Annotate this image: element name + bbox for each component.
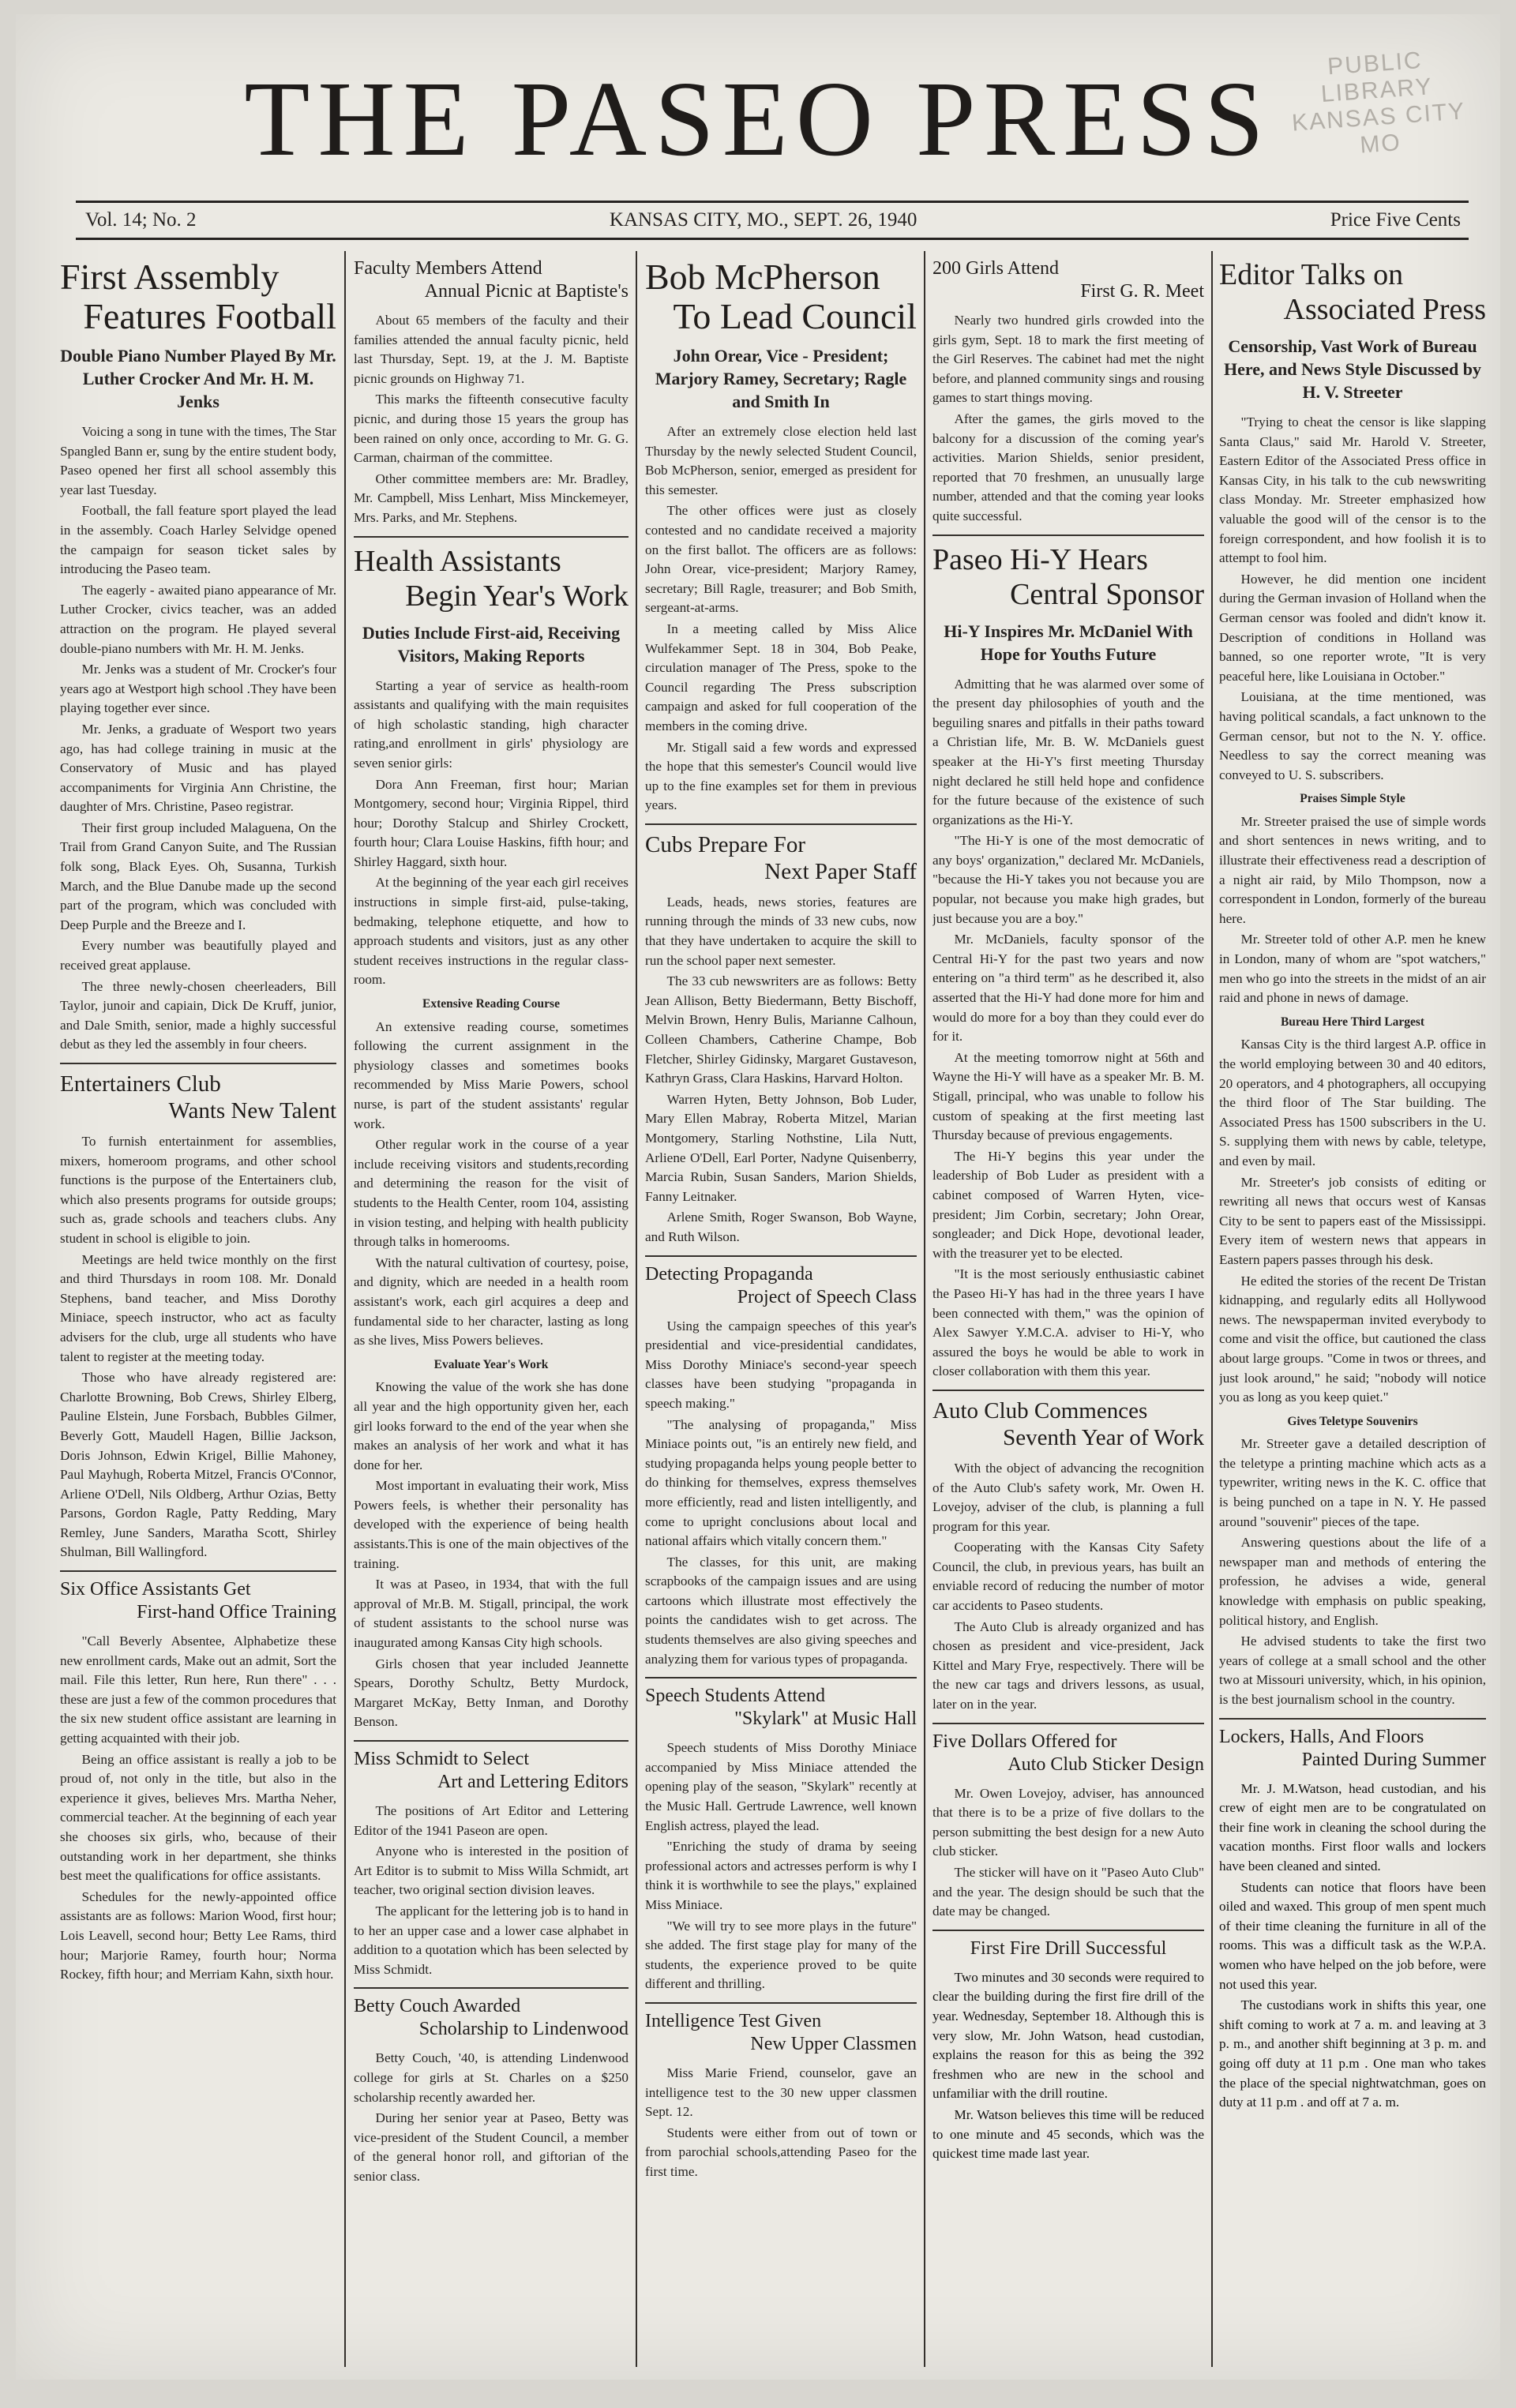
body-paragraph: Mr. Streeter's job consists of editing or rewriting all news that occurs west of Kansas City to be sent to papers east of the Mississippi. Every item of western news that appears in Eastern papers passes through his desk. bbox=[1219, 1174, 1486, 1267]
body-paragraph: Anyone who is interested in the position of Art Editor is to submit to Miss Willa Schmidt, art teacher, two original section division leaves. bbox=[354, 1844, 629, 1898]
body-paragraph: About 65 members of the faculty and their families attended the annual faculty picnic, held last Thursday, Sept. 19, at the J. M. Baptiste picnic grounds on Highway 71. bbox=[354, 313, 629, 386]
headline-line: Entertainers Club bbox=[60, 1071, 221, 1097]
headline bbox=[932, 542, 1204, 612]
headline bbox=[645, 1685, 917, 1731]
body-paragraph: Every number was beautifully played and received great applause. bbox=[60, 938, 336, 973]
headline-line: To Lead Council bbox=[673, 296, 917, 336]
column-1 bbox=[60, 251, 336, 2375]
headline-line: Bob McPherson bbox=[645, 257, 880, 297]
headline-line: First Fire Drill Successful bbox=[970, 1937, 1167, 1959]
headline bbox=[60, 1071, 336, 1124]
body-paragraph: Other regular work in the course of a year include receiving visitors and students,recording and determining the reason for the visit of students to the Health Center, room 104, assisting in vision testing, and helping with health publicity through talks in homerooms. bbox=[354, 1137, 629, 1250]
body-paragraph: Starting a year of service as health-room assistants and qualifying with the main requisites of high scholastic standing, high character rating,and enrollment in girls' physiology are seven senior girls: bbox=[354, 677, 629, 771]
headline-line: First-hand Office Training bbox=[137, 1602, 336, 1623]
body-paragraph: With the object of advancing the recognition of the Auto Club's safety work, Mr. Owen H. Lovejoy, adviser of the club, is planning a full program for this year. bbox=[932, 1460, 1204, 1534]
column-divider bbox=[344, 251, 346, 2367]
body-paragraph: Most important in evaluating their work, Miss Powers feels, is whether their personality has developed with the experience of being health assistants.This is one of the main objectives of the training. bbox=[354, 1478, 629, 1571]
price: Price Five Cents bbox=[1330, 209, 1461, 231]
article-five-dollars bbox=[932, 1731, 1204, 1922]
headline-line: New Upper Classmen bbox=[750, 2033, 917, 2054]
headline-line: Scholarship to Lindenwood bbox=[418, 2019, 629, 2040]
headline-line: Paseo Hi-Y Hears bbox=[932, 542, 1148, 576]
dateline bbox=[85, 206, 1461, 234]
body-paragraph: The eagerly - awaited piano appearance of Mr. Luther Crocker, civics teacher, was an added attraction on the program. He played several double-piano numbers with Mr. H. M. Jenks. bbox=[60, 582, 336, 656]
article-separator bbox=[354, 1740, 629, 1742]
headline-line: 200 Girls Attend bbox=[932, 258, 1059, 279]
body-paragraph: Being an office assistant is really a job to be proud of, not only in the title, but also in the experience it gives, believes Mrs. Martha Neher, commercial teacher. At the beginning of each year she chooses six girls, who, because of their outstanding work in her department, she thinks best meet the qualifications for office assistants. bbox=[60, 1751, 336, 1884]
article-hi-y bbox=[932, 542, 1204, 1382]
body-paragraph: Meetings are held twice monthly on the first and third Thursdays in room 108. Mr. Donald Stephens, band teacher, and Miss Dorothy Miniace, speech instructor, who act as faculty advisers for the club, urge all students who have talent to register at the meeting today. bbox=[60, 1251, 336, 1364]
headline bbox=[60, 1578, 336, 1624]
article-lockers bbox=[1219, 1726, 1486, 2113]
headline-line: Seventh Year of Work bbox=[1003, 1424, 1204, 1450]
body-paragraph: Mr. McDaniels, faculty sponsor of the Central Hi-Y for the past two years and now entering on "a third term" as he described it, also asserted that the Hi-Y had done more for him and would do more for a boy than they could ever do for it. bbox=[932, 932, 1204, 1045]
headline-line: Begin Year's Work bbox=[405, 579, 629, 613]
body-paragraph: Knowing the value of the work she has done all year and the high opportunity given her, each girl looks forward to the end of the year when she makes an analysis of her work and what it has done for her. bbox=[354, 1379, 629, 1472]
body-paragraph: "Enriching the study of drama by seeing professional actors and actresses perform is why I think it is worthwhile to see the plays," explained Miss Miniace. bbox=[645, 1839, 917, 1912]
headline-line: Auto Club Sticker Design bbox=[1008, 1753, 1204, 1775]
deck-subheadline: Duties Include First-aid, Receiving Visitors, Making Reports bbox=[362, 622, 621, 666]
body-paragraph: The custodians work in shifts this year, one shift coming to work at 7 a. m. and leaving at 3 p. m., and another shift beginning at 3 p. m. and going off duty at 11 p.m . One man who takes the place of the special nightwatchman, goes on duty at 11 p.m . and off at 7 a. m. bbox=[1219, 1997, 1486, 2110]
body-paragraph: Leads, heads, news stories, features are running through the minds of 33 new cubs, now that they have undertaken to acquire the skill to run the school paper next semester. bbox=[645, 894, 917, 968]
article-health-assistants bbox=[354, 544, 629, 1732]
headline-line: Auto Club Commences bbox=[932, 1397, 1148, 1423]
body-paragraph: Using the campaign speeches of this year's presidential and vice-presidential candidates, Miss Dorothy Miniace's second-year speech classes have been studying "propaganda in speech making." bbox=[645, 1318, 917, 1411]
body-paragraph: The applicant for the lettering job is to hand in to her an upper case and a lower case alphabet in addition to a quotation which has been selected by Miss Schmidt. bbox=[354, 1903, 629, 1977]
headline-line: Betty Couch Awarded bbox=[354, 1996, 521, 2017]
body-paragraph: Speech students of Miss Dorothy Miniace accompanied by Miss Miniace attended the opening play of the season, "Skylark" recently at the Music Hall. Gertrude Lawrence, well known English actress, played the lead. bbox=[645, 1740, 917, 1833]
headline bbox=[1219, 257, 1486, 327]
body-paragraph: Mr. Jenks, a graduate of Wesport two years ago, has had college training in music at the Conservatory of Music and has played accompaniments for Virginia Ann Christine, the daughter of Mrs. Christine, Paseo registrar. bbox=[60, 721, 336, 815]
body-paragraph: The other offices were just as closely contested and no candidate received a majority on the first ballot. The officers are as follows: John Orear, vice-president; Marjory Ramey, secretary; Bill Ragle, treasurer; and Bob Smith, sergeant-at-arms. bbox=[645, 503, 917, 616]
headline-line: Next Paper Staff bbox=[764, 858, 917, 884]
article-skylark bbox=[645, 1685, 917, 1994]
body-paragraph: Betty Couch, '40, is attending Lindenwood college for girls at St. Charles on a $250 scholarship recently awarded her. bbox=[354, 2050, 629, 2105]
article-intelligence-test bbox=[645, 2010, 917, 2182]
headline-line: Detecting Propaganda bbox=[645, 1263, 813, 1285]
headline bbox=[932, 1731, 1204, 1776]
column-5 bbox=[1219, 251, 1486, 2375]
column-3 bbox=[645, 251, 917, 2375]
body-paragraph: Cooperating with the Kansas City Safety Council, the club, in previous years, has built an enviable record of reducing the number of motor car accidents to Paseo students. bbox=[932, 1540, 1204, 1614]
headline-line: Editor Talks on bbox=[1219, 258, 1404, 291]
stamp-line: PUBLIC LIBRARY bbox=[1319, 47, 1434, 107]
article-propaganda bbox=[645, 1263, 917, 1670]
body-paragraph: Louisiana, at the time mentioned, was having political scandals, a fact unknown to the German censor, but not to the N. Y. office. Needless to say the correct meaning was conveyed to U. S. subscribers. bbox=[1219, 689, 1486, 782]
library-stamp bbox=[1284, 44, 1473, 164]
masthead bbox=[16, 60, 1500, 178]
headline bbox=[354, 1748, 629, 1794]
headline-line: Miss Schmidt to Select bbox=[354, 1749, 529, 1769]
headline-line: First Assembly bbox=[60, 257, 280, 297]
section-subhead: Extensive Reading Course bbox=[422, 997, 560, 1011]
stamp-line: MO bbox=[1359, 129, 1402, 159]
headline-line: Art and Lettering Editors bbox=[437, 1772, 629, 1792]
body-paragraph: "The analysing of propaganda," Miss Miniace points out, "is an entirely new field, and studying propaganda helps young people better to do thinking for themselves, express themselves more efficiently, read and listen intelligently, and come to upright conclusions about local and national affairs which vitally concern them." bbox=[645, 1416, 917, 1549]
headline-line: Cubs Prepare For bbox=[645, 831, 805, 857]
headline bbox=[932, 1397, 1204, 1451]
body-paragraph: This marks the fifteenth consecutive faculty picnic, and during those 15 years the group has been rained on only once, according to Mr. G. G. Carman, chairman of the committee. bbox=[354, 392, 629, 466]
article-separator bbox=[60, 1570, 336, 1572]
body-paragraph: In a meeting called by Miss Alice Wulfekammer Sept. 18 in 304, Bob Peake, circulation manager of The Press, spoke to the Council regarding The Press subscription campaign and asked for full cooperation of the members in the coming drive. bbox=[645, 621, 917, 733]
body-paragraph: Two minutes and 30 seconds were required to clear the building during the first fire drill of the year. Wednesday, September 18. Although this is very slow, Mr. John Watson, head custodian, explains the reason for this as being the 392 freshmen who are new in the school and unfamiliar with the drill routine. bbox=[932, 1969, 1204, 2102]
body-paragraph: After an extremely close election held last Thursday by the newly selected Student Council, Bob McPherson, senior, emerged as president for this semester. bbox=[645, 424, 917, 497]
article-auto-club bbox=[932, 1397, 1204, 1715]
article-separator bbox=[645, 2002, 917, 2004]
headline bbox=[354, 1995, 629, 2041]
article-bob-mcpherson bbox=[645, 257, 917, 816]
headline-line: Wants New Talent bbox=[168, 1098, 336, 1123]
article-separator bbox=[354, 1987, 629, 1989]
section-subhead: Evaluate Year's Work bbox=[433, 1357, 549, 1371]
column-4 bbox=[932, 251, 1204, 2375]
headline bbox=[645, 257, 917, 336]
masthead-rule bbox=[76, 201, 1469, 203]
body-paragraph: The Auto Club is already organized and has chosen as president and vice-president, Jack Kittel and Mary Frye, respectively. There will be the new car tags and drivers lessons, as usual, later on in the year. bbox=[932, 1618, 1204, 1712]
headline-line: "Skylark" at Music Hall bbox=[734, 1708, 917, 1730]
body-paragraph: Arlene Smith, Roger Swanson, Bob Wayne, and Ruth Wilson. bbox=[645, 1210, 917, 1244]
body-paragraph: Football, the fall feature sport played the lead in the assembly. Coach Harley Selvidge opened the campaign for season ticket sales by introducing the Paseo team. bbox=[60, 503, 336, 577]
column-divider bbox=[1211, 251, 1213, 2367]
body-paragraph: The classes, for this unit, are making scrapbooks of the campaign issues and are using cartoons which illustrate most effectively the points the candidates wish to get across. The students themselves are also giving speeches and analyzing them for various types of propaganda. bbox=[645, 1554, 917, 1667]
newspaper-page bbox=[16, 14, 1500, 2380]
article-first-assembly bbox=[60, 257, 336, 1055]
column-2 bbox=[354, 251, 629, 2375]
headline bbox=[354, 257, 629, 303]
article-cubs-prepare bbox=[645, 831, 917, 1247]
article-entertainers-club bbox=[60, 1071, 336, 1562]
headline-line: Five Dollars Offered for bbox=[932, 1731, 1117, 1752]
body-paragraph: Mr. Streeter gave a detailed description of the teletype a printing machine which acts as a typewriter, writing news in the K. C. office that is being punched on a tape in N. Y. He passed around "souvenir" pieces of the tape. bbox=[1219, 1436, 1486, 1529]
body-paragraph: "Call Beverly Absentee, Alphabetize these new enrollment cards, Make out an admit, Sort the mail. File this letter, Run here, Run there" . . . these are just a few of the common procedures that the six new student office assistant are learning in getting acquainted with their job. bbox=[60, 1633, 336, 1746]
headline-line: Intelligence Test Given bbox=[645, 2010, 822, 2031]
article-separator bbox=[1219, 1718, 1486, 1720]
headline-line: Lockers, Halls, And Floors bbox=[1219, 1726, 1424, 1747]
headline bbox=[60, 257, 336, 336]
body-paragraph: The sticker will have on it "Paseo Auto Club" and the year. The design should be such that the date may be changed. bbox=[932, 1865, 1204, 1919]
body-paragraph: To furnish entertainment for assemblies, mixers, homeroom programs, and other school functions is the purpose of the Entertainers club, which also presents programs for outside groups; such as, grade schools and teachers clubs. Any student in school is eligible to join. bbox=[60, 1134, 336, 1246]
body-paragraph: Students were either from out of town or from parochial schools,attending Paseo for the first time. bbox=[645, 2125, 917, 2179]
body-paragraph: "It is the most seriously enthusiastic cabinet the Paseo Hi-Y has had in the three years I have been connected with them," was the opinion of Alex Sawyer Y.M.C.A. adviser to Hi-Y, who assured the boys he would be able to work in closer collaboration with them this year. bbox=[932, 1266, 1204, 1379]
newspaper-title: THE PASEO PRESS bbox=[244, 60, 1272, 178]
deck-subheadline: Hi-Y Inspires Mr. McDaniel With Hope for Youths Future bbox=[944, 621, 1193, 664]
body-paragraph: Nearly two hundred girls crowded into the girls gym, Sept. 18 to mark the first meeting of the Girl Reserves. The cabinet had met the night before, and planned community sings and rousing games to start things moving. bbox=[932, 313, 1204, 406]
body-paragraph: With the natural cultivation of courtesy, poise, and dignity, which are needed in a health room assistant's work, each girl acquires a deep and fundamental side to her character, lasting as long as she lives, Miss Powers believes. bbox=[354, 1255, 629, 1348]
article-separator bbox=[932, 1930, 1204, 1931]
column-divider bbox=[636, 251, 637, 2367]
article-gr-meet bbox=[932, 257, 1204, 527]
body-paragraph: "We will try to see more plays in the future" she added. The first stage play for many of the students, the experience proved to be quite different and thrilling. bbox=[645, 1918, 917, 1992]
body-paragraph: It was at Paseo, in 1934, that with the full approval of Mr.B. M. Stigall, principal, the work of student assistants to the school nurse was inaugurated among Kansas City high schools. bbox=[354, 1577, 629, 1651]
body-paragraph: Mr. Jenks was a student of Mr. Crocker's four years ago at Westport high school .They have been playing together ever since. bbox=[60, 662, 336, 716]
deck-subheadline: Censorship, Vast Work of Bureau Here, and News Style Discussed by H. V. Streeter bbox=[1224, 336, 1481, 402]
body-paragraph: An extensive reading course, sometimes following the current assignment in the physiology classes and sometimes books recommended by Miss Marie Powers, school nurse, is part of the student assistants' regular work. bbox=[354, 1018, 629, 1131]
headline-line: Painted During Summer bbox=[1301, 1749, 1486, 1770]
headline-line: Associated Press bbox=[1283, 293, 1486, 326]
deck-subheadline: Double Piano Number Played By Mr. Luther Crocker And Mr. H. M. Jenks bbox=[60, 346, 336, 411]
headline-line: Six Office Assistants Get bbox=[60, 1579, 251, 1600]
article-separator bbox=[932, 534, 1204, 536]
article-separator bbox=[932, 1723, 1204, 1724]
headline bbox=[932, 1937, 1204, 1960]
headline-line: Project of Speech Class bbox=[737, 1286, 917, 1307]
body-paragraph: Mr. Owen Lovejoy, adviser, has announced that there is to be a prize of five dollars to the person submitting the best design for a new Auto club sticker. bbox=[932, 1785, 1204, 1859]
body-paragraph: Kansas City is the third largest A.P. office in the world employing between 30 and 40 editors, 20 operators, and 4 photographers, all occupying the third floor of The Star building. The Associated Press has 1500 subscribers in the U. S. supplying them with news by cable, teletype, and even by mail. bbox=[1219, 1037, 1486, 1168]
headline-line: Features Football bbox=[83, 296, 336, 336]
body-paragraph: Admitting that he was alarmed over some of the present day philosophies of youth and the beguiling snares and pitfalls in their paths toward a Christian life, Mr. B. W. McDaniels guest speaker at the Hi-Y's first meeting Thursday night declared he still held hope and confidence for the future because of the existence of such organizations as the Hi-Y. bbox=[932, 676, 1204, 827]
place-and-date: KANSAS CITY, MO., SEPT. 26, 1940 bbox=[609, 209, 917, 231]
body-paragraph: The positions of Art Editor and Lettering Editor of the 1941 Paseon are open. bbox=[354, 1803, 629, 1838]
headline bbox=[645, 831, 917, 885]
body-paragraph: Dora Ann Freeman, first hour; Marian Montgomery, second hour; Virginia Rippel, third hour; Dorothy Stalcup and Shirley Crockett, fourth hour; Clara Louise Haskins, fifth hour; and Shirley Haggard, sixth hour. bbox=[354, 776, 629, 869]
body-paragraph: The three newly-chosen cheerleaders, Bill Taylor, junoir and capiain, Dick De Kruff, junior, and Dale Smith, senior, made a highly successful debut as they led the assembly in four cheers. bbox=[60, 978, 336, 1052]
headline-line: First G. R. Meet bbox=[1080, 281, 1204, 302]
headline-line: Speech Students Attend bbox=[645, 1686, 825, 1707]
headline-line: Faculty Members Attend bbox=[354, 258, 542, 279]
body-paragraph: Voicing a song in tune with the times, The Star Spangled Bann er, sung by the entire student body, Paseo opened her first all school assembly this year last Tuesday. bbox=[60, 424, 336, 497]
headline-line: Central Sponsor bbox=[1010, 577, 1204, 611]
section-subhead: Bureau Here Third Largest bbox=[1280, 1015, 1425, 1029]
article-editor-talks bbox=[1219, 257, 1486, 1710]
body-paragraph: Other committee members are: Mr. Bradley, Mr. Campbell, Miss Lenhart, Miss Minckemeyer, Mrs. Parks, and Mr. Stephens. bbox=[354, 471, 629, 525]
body-paragraph: Their first group included Malaguena, On the Trail from Grand Canyon Suite, and The Russian folk song, Black Eyes. Oh, Susanna, Turkish March, and the Blue Danube made up the second part of the program, which was concluded with Deep Purple and the Breeze and I. bbox=[60, 820, 336, 932]
article-miss-schmidt bbox=[354, 1748, 629, 1979]
volume-number: Vol. 14; No. 2 bbox=[85, 209, 197, 231]
article-betty-couch bbox=[354, 1995, 629, 2186]
body-paragraph: Warren Hyten, Betty Johnson, Bob Luder, Mary Ellen Mabray, Roberta Mitzel, Marian Montgomery, Starling Nothstine, Lila Nutt, Arliene O'Dell, Earl Porter, Nadyne Quisenberry, Marcia Rubin, Susan Sanders, Marion Shields, Fanny Leitnaker. bbox=[645, 1091, 917, 1204]
headline bbox=[645, 2010, 917, 2056]
headline-line: Annual Picnic at Baptiste's bbox=[424, 281, 629, 302]
body-paragraph: Mr. Streeter praised the use of simple words and short sentences in news writing, and to illustrate their effectiveness read a description of a night air raid, by Milo Thompson, now a correspondent in London, formerly of the bureau here. bbox=[1219, 813, 1486, 926]
body-paragraph: Mr. Watson believes this time will be reduced to one minute and 45 seconds, which was the quickest time made last year. bbox=[932, 2106, 1204, 2162]
body-paragraph: "The Hi-Y is one of the most democratic of any boys' organization," declared Mr. McDaniels, "because the Hi-Y takes you not because you are popular, not because you make high grades, but just because you are a boy." bbox=[932, 833, 1204, 926]
headline-line: Health Assistants bbox=[354, 544, 561, 578]
headline bbox=[932, 257, 1204, 303]
article-separator bbox=[932, 1390, 1204, 1391]
body-paragraph: Answering questions about the life of a newspaper man and methods of entering the profession, he advises a wide, general knowledge with emphasis on public speaking, political history, and English. bbox=[1219, 1535, 1486, 1628]
column-divider bbox=[924, 251, 925, 2367]
headline bbox=[1219, 1726, 1486, 1772]
headline bbox=[645, 1263, 917, 1309]
body-paragraph: At the meeting tomorrow night at 56th and Wayne the Hi-Y will have as a speaker Mr. B. M. Stigall, principal, who was unable to follow his custom of speaking at the first meeting last Thursday because of previous engagements. bbox=[932, 1049, 1204, 1143]
body-paragraph: The Hi-Y begins this year under the leadership of Bob Luder as president with a cabinet composed of Warren Hyten, vice-president; Jim Corbin, secretary; John Orear, songleader; and Dick Hope, devotional leader, with the treasurer yet to be elected. bbox=[932, 1148, 1204, 1261]
body-paragraph: Schedules for the newly-appointed office assistants are as follows: Marion Wood, first hour; Lois Leavell, second hour; Betty Lee Rams, third hour; Marjorie Ramey, fourth hour; Norma Rockey, fifth hour; and Merriam Kahn, sixth hour. bbox=[60, 1889, 336, 1982]
body-paragraph: "Trying to cheat the censor is like slapping Santa Claus," said Mr. Harold V. Streeter, Eastern Editor of the Associated Press office in Kansas City, in his talk to the cub newswriting class Monday. Mr. Streeter emphasized how valuable the good will of the censor is to the foreign correspondent, and how foolish it is to attempt to fool him. bbox=[1219, 414, 1486, 566]
section-subhead: Praises Simple Style bbox=[1300, 792, 1405, 806]
body-paragraph: The 33 cub newswriters are as follows: Betty Jean Allison, Betty Biedermann, Betty Bischoff, Melvin Brown, Henry Bulis, Marianne Calhoun, Colleen Chambers, Catherine Champe, Bob Fletcher, Shirley Gidinsky, Margaret Gustaveson, Kathryn Grass, Clara Haskins, Harvard Holton. bbox=[645, 973, 917, 1086]
body-paragraph: Students can notice that floors have been oiled and waxed. This group of men spent much of their time cleaning the furniture in all of the rooms. This was a difficult task as the W.P.A. women who have helped on the job before, were not used this year. bbox=[1219, 1879, 1486, 1992]
body-paragraph: At the beginning of the year each girl receives instructions in simple first-aid, pulse-taking, bedmaking, telephone etiquette, and how to approach students and visitors, just as any other student receives instructions in the regular class-room. bbox=[354, 875, 629, 988]
body-paragraph: Girls chosen that year included Jeannette Spears, Dorothy Schultz, Betty Murdock, Margaret McKay, Betty Inman, and Dorothy Benson. bbox=[354, 1656, 629, 1730]
dateline-rule bbox=[76, 238, 1469, 240]
body-paragraph: Those who have already registered are: Charlotte Browning, Bob Crews, Shirley Elberg, Pauline Elstein, June Forsbach, Bubbles Gilmer, Beverly Gott, Maudell Hagen, Billie Jackson, Doris Johnson, Edwin Krigel, Billie Mahoney, Paul Mayhugh, Roberta Mitzel, Francis O'Connor, Arliene O'Dell, Nils Oldberg, Arthur Ozias, Betty Parsons, Gordon Ragle, Patty Redding, Mary Remley, June Sanders, Maratha Scott, Shirley Shulman, Bill Wallingford. bbox=[60, 1370, 336, 1560]
headline bbox=[354, 544, 629, 613]
body-paragraph: Miss Marie Friend, counselor, gave an intelligence test to the 30 new upper classmen Sept. 12. bbox=[645, 2065, 917, 2120]
section-subhead: Gives Teletype Souvenirs bbox=[1287, 1414, 1418, 1428]
article-separator bbox=[645, 823, 917, 825]
article-faculty-picnic bbox=[354, 257, 629, 528]
body-paragraph: Mr. Stigall said a few words and expressed the hope that this semester's Council would live up to the fine examples set for them in previous years. bbox=[645, 739, 917, 813]
article-separator bbox=[60, 1063, 336, 1064]
article-separator bbox=[645, 1677, 917, 1678]
article-fire-drill bbox=[932, 1937, 1204, 2164]
article-separator bbox=[645, 1255, 917, 1257]
body-paragraph: He advised students to take the first two years of college at a small school and the other two at Missouri university, which, in his opinion, is the best journalism school in the country. bbox=[1219, 1633, 1486, 1707]
body-paragraph: However, he did mention one incident during the German invasion of Holland when the German censor was fooled and didn't know it. Description of conditions in Holland was banned, so one reporter wrote, "It is very peaceful here, like Louisiana in October." bbox=[1219, 571, 1486, 684]
body-paragraph: Mr. J. M.Watson, head custodian, and his crew of eight men are to be congratulated on their fine work in cleaning the school during the vacation months. First floor walls and lockers have been cleaned and sinted. bbox=[1219, 1780, 1486, 1874]
deck-subheadline: John Orear, Vice - President; Marjory Ramey, Secretary; Ragle and Smith In bbox=[655, 346, 907, 411]
article-separator bbox=[354, 536, 629, 538]
stamp-line: KANSAS CITY bbox=[1291, 98, 1467, 137]
body-paragraph: Mr. Streeter told of other A.P. men he knew in London, many of whom are "spot watchers," men who go into the streets in the midst of an air raid and phone in news of damage. bbox=[1219, 932, 1486, 1006]
body-paragraph: After the games, the girls moved to the balcony for a discussion of the coming year's activities. Marion Shields, senior president, reported that 70 freshmen, an unusually large number, attended and that the coming year looks quite successful. bbox=[932, 411, 1204, 523]
body-paragraph: He edited the stories of the recent De Tristan kidnapping, and regularly edits all Hollywood news. The newspaperman invited everybody to come and visit the office, but cautioned the class about large groups. "Come in twos or threes, and just look around," he said; "nobody will notice you as long as you keep quiet." bbox=[1219, 1273, 1486, 1405]
article-office-assistants bbox=[60, 1578, 336, 1985]
body-paragraph: During her senior year at Paseo, Betty was vice-president of the Student Council, a member of the general honor roll, and giftorian of the senior class. bbox=[354, 2110, 629, 2184]
